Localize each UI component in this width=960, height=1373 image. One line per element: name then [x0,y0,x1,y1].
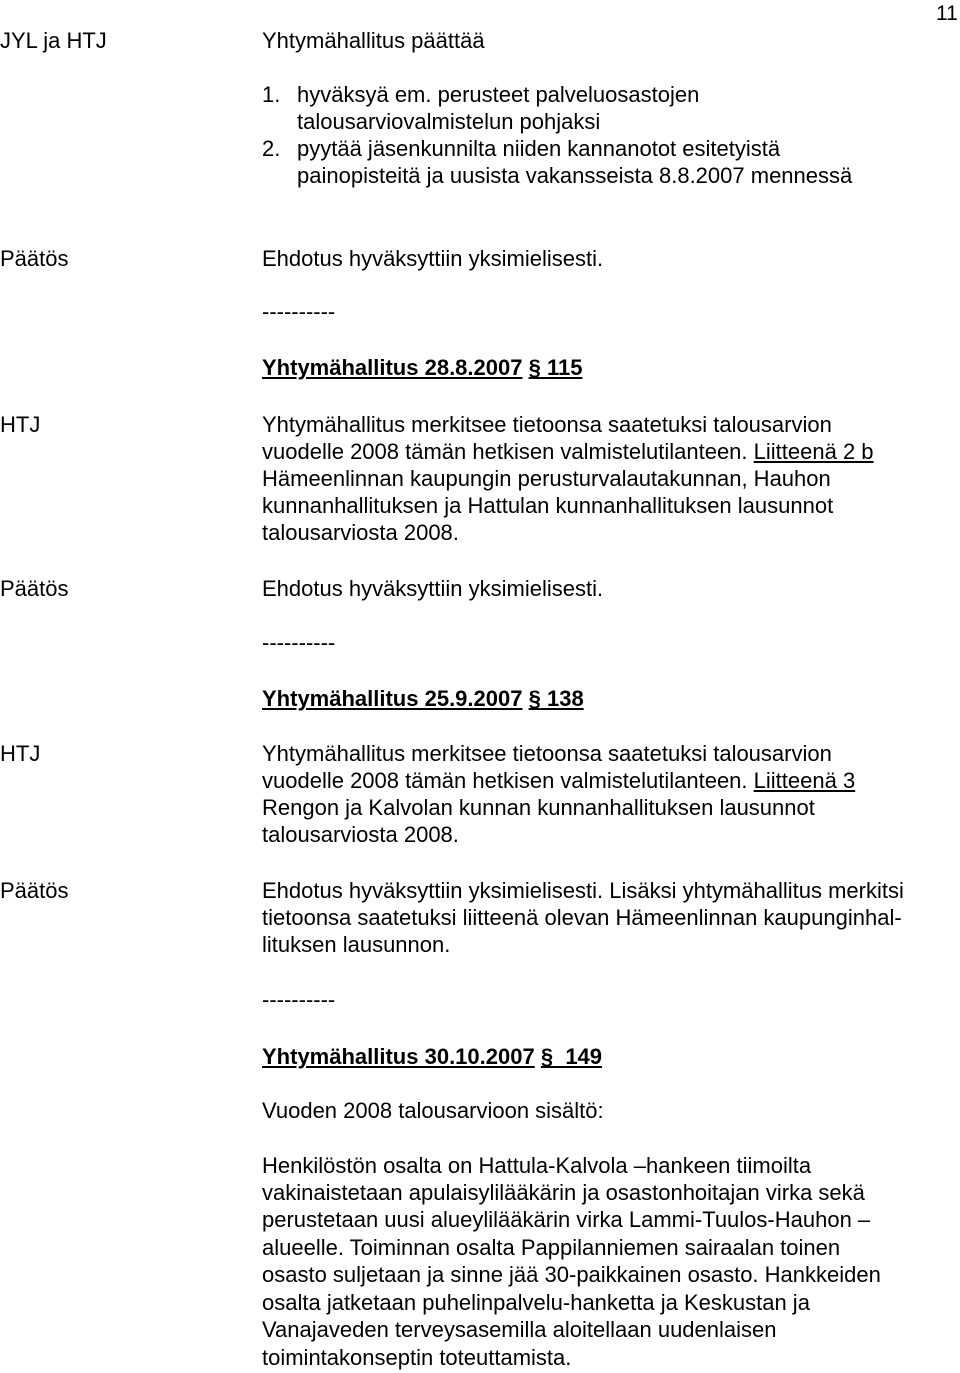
list-item-number: 2. [262,136,281,161]
meeting-heading [262,354,582,381]
decision-label: Päätös [0,576,69,601]
left-label-htj: HTJ [0,412,41,437]
section-number: 138 [546,686,584,711]
list-item-text: talousarviovalmistelun pohjaksi [297,109,601,134]
section-sign: § [528,686,541,711]
left-label-jyl-htj: JYL ja HTJ [0,28,107,53]
section-number-gap [553,1044,565,1069]
body-text: talousarviosta 2008. [262,520,459,545]
body-text: Henkilöstön osalta on Hattula-Kalvola –hankeen tiimoilta [262,1153,812,1178]
body-text: toimintakonseptin toteuttamista. [262,1345,572,1370]
body-text: talousarviosta 2008. [262,822,459,847]
meeting-date: Yhtymähallitus 28.8.2007 [262,355,523,380]
decision-text: tietoonsa saatetuksi liitteenä olevan Hämeenlinnan kaupunginhal- [262,905,902,930]
attachment-link[interactable]: Liitteenä 2 b [753,439,874,464]
decision-label: Päätös [0,246,69,271]
separator: ---------- [262,987,336,1012]
page-number: 11 [936,2,958,25]
separator: ---------- [262,630,336,655]
body-text: perustetaan uusi alueylilääkärin virka Lammi-Tuulos-Hauhon – [262,1207,871,1232]
attachment-link[interactable]: Liitteenä 3 [753,768,856,793]
meeting-heading [262,1043,602,1070]
body-text: kunnanhallituksen ja Hattulan kunnanhallituksen lausunnot [262,493,834,518]
section-sign: § [528,355,541,380]
section-number: 149 [565,1044,603,1069]
meeting-date: Yhtymähallitus 30.10.2007 [262,1044,535,1069]
section-sign: § [540,1044,554,1069]
decision-text: lituksen lausunnon. [262,932,451,957]
body-text: Hämeenlinnan kaupungin perusturvalautakunnan, Hauhon [262,466,831,491]
body-text: Yhtymähallitus merkitsee tietoonsa saatetuksi talousarvion [262,412,832,437]
meeting-date: Yhtymähallitus 25.9.2007 [262,686,523,711]
section-number: 115 [546,355,583,380]
meeting-heading [262,685,584,712]
body-text-span: vuodelle 2008 tämän hetkisen valmistelutilanteen. [262,768,748,793]
body-text: Yhtymähallitus merkitsee tietoonsa saatetuksi talousarvion [262,741,832,766]
decision-text: Ehdotus hyväksyttiin yksimielisesti. Lisäksi yhtymähallitus merkitsi [262,878,904,903]
list-item-number: 1. [262,82,281,107]
decision-label: Päätös [0,878,69,903]
intro-text: Vuoden 2008 talousarvioon sisältö: [262,1098,604,1123]
body-text [262,438,874,465]
body-text: alueelle. Toiminnan osalta Pappilanniemen sairaalan toinen [262,1235,841,1260]
list-item-text: hyväksyä em. perusteet palveluosastojen [297,82,700,107]
left-label-htj: HTJ [0,741,41,766]
body-text: vakinaistetaan apulaisylilääkärin ja osastonhoitajan virka sekä [262,1180,865,1205]
body-text: osasto suljetaan ja sinne jää 30-paikkainen osasto. Hankkeiden [262,1262,881,1287]
decision-text: Ehdotus hyväksyttiin yksimielisesti. [262,576,604,601]
body-text-span: vuodelle 2008 tämän hetkisen valmistelutilanteen. [262,439,748,464]
list-item-text: painopisteitä ja uusista vakansseista 8.8.2007 mennessä [297,163,853,188]
decision-heading: Yhtymähallitus päättää [262,28,485,53]
body-text: Rengon ja Kalvolan kunnan kunnanhallituksen lausunnot [262,795,815,820]
decision-text: Ehdotus hyväksyttiin yksimielisesti. [262,246,604,271]
body-text [262,767,855,794]
list-item-text: pyytää jäsenkunnilta niiden kannanotot esitetyistä [297,136,781,161]
body-text: Vanajaveden terveysasemilla aloitellaan uudenlaisen [262,1317,777,1342]
separator: ---------- [262,299,336,324]
body-text: osalta jatketaan puhelinpalvelu-hanketta ja Keskustan ja [262,1290,810,1315]
